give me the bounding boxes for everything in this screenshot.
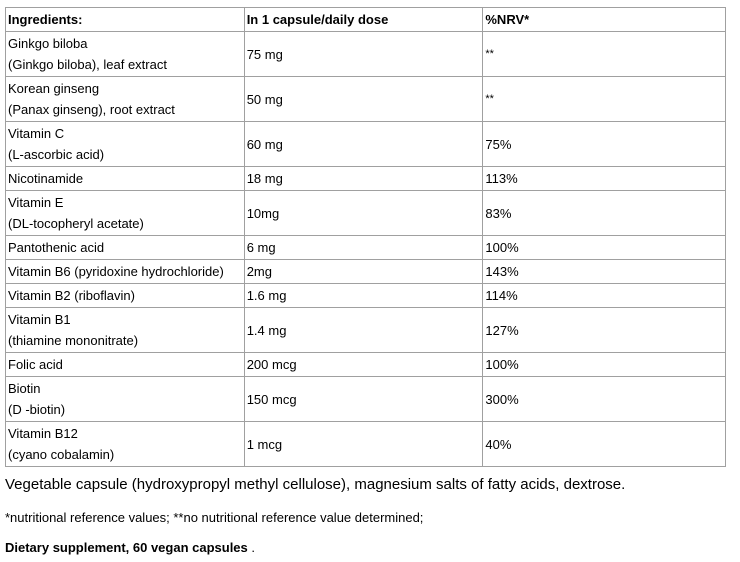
ingredient-cell [6, 377, 245, 422]
ingredient-name-line: Korean ginseng [8, 81, 100, 96]
table-row [6, 77, 726, 122]
ingredient-name-line: Pantothenic acid [8, 240, 105, 255]
ingredient-name-line: (DL-tocopheryl acetate) [8, 216, 144, 231]
nrv-cell: 143% [483, 260, 726, 284]
ingredient-name-line: (Panax ginseng), root extract [8, 102, 175, 117]
ingredient-name-line: Biotin [8, 381, 41, 396]
header-dose: In 1 capsule/daily dose [244, 8, 483, 32]
nrv-cell: ** [483, 32, 726, 77]
dose-cell: 18 mg [244, 167, 483, 191]
nrv-cell: 40% [483, 422, 726, 467]
table-row [6, 353, 726, 377]
nutrition-table [5, 7, 726, 467]
ingredient-cell [6, 236, 245, 260]
ingredient-cell [6, 284, 245, 308]
excipients-text: Vegetable capsule (hydroxypropyl methyl cellulose), magnesium salts of fatty acids, dextrose. [5, 476, 626, 493]
ingredient-cell [6, 422, 245, 467]
table-row [6, 284, 726, 308]
ingredient-name-line: (D -biotin) [8, 402, 66, 417]
ingredient-name-line: Nicotinamide [8, 171, 84, 186]
dose-cell: 50 mg [244, 77, 483, 122]
table-row [6, 377, 726, 422]
dose-cell: 75 mg [244, 32, 483, 77]
table-row [6, 191, 726, 236]
ingredient-name-line: Folic acid [8, 357, 63, 372]
dose-cell: 6 mg [244, 236, 483, 260]
dose-cell: 1.6 mg [244, 284, 483, 308]
footnote-text: *nutritional reference values; **no nutritional reference value determined; [5, 510, 424, 525]
table-row [6, 32, 726, 77]
ingredient-name-line: (L-ascorbic acid) [8, 147, 105, 162]
ingredient-name-line: (Ginkgo biloba), leaf extract [8, 57, 167, 72]
dose-cell: 10mg [244, 191, 483, 236]
ingredient-name-line: Vitamin E [8, 195, 64, 210]
dose-cell: 200 mcg [244, 353, 483, 377]
ingredient-name-line: Vitamin C [8, 126, 65, 141]
nrv-cell: 100% [483, 353, 726, 377]
ingredient-name-line: Vitamin B1 [8, 312, 71, 327]
nrv-cell: 114% [483, 284, 726, 308]
ingredient-cell [6, 191, 245, 236]
table-header-row [6, 8, 726, 32]
ingredient-cell [6, 260, 245, 284]
ingredient-name-line: (thiamine mononitrate) [8, 333, 139, 348]
nrv-cell: 113% [483, 167, 726, 191]
product-summary [5, 540, 255, 555]
nrv-cell: 83% [483, 191, 726, 236]
product-suffix: . [247, 540, 256, 555]
ingredient-name-line: (cyano cobalamin) [8, 447, 115, 462]
product-label: Dietary supplement, 60 vegan capsules [5, 540, 248, 555]
ingredient-cell [6, 353, 245, 377]
ingredient-name-line: Vitamin B2 (riboflavin) [8, 288, 135, 303]
dose-cell: 60 mg [244, 122, 483, 167]
nrv-cell: 100% [483, 236, 726, 260]
nrv-cell: 300% [483, 377, 726, 422]
table-row [6, 308, 726, 353]
ingredient-cell [6, 308, 245, 353]
ingredient-name-line: Ginkgo biloba [8, 36, 88, 51]
ingredient-cell [6, 122, 245, 167]
ingredient-cell [6, 77, 245, 122]
ingredient-cell [6, 32, 245, 77]
header-nrv: %NRV* [483, 8, 726, 32]
header-ingredients: Ingredients: [6, 8, 245, 32]
dose-cell: 2mg [244, 260, 483, 284]
table-body [6, 32, 726, 467]
ingredient-name-line: Vitamin B12 [8, 426, 78, 441]
table-row [6, 260, 726, 284]
ingredient-name-line: Vitamin B6 (pyridoxine hydrochloride) [8, 264, 224, 279]
table-row [6, 236, 726, 260]
dose-cell: 150 mcg [244, 377, 483, 422]
nrv-cell: 127% [483, 308, 726, 353]
table-row [6, 122, 726, 167]
dose-cell: 1.4 mg [244, 308, 483, 353]
ingredient-cell [6, 167, 245, 191]
nrv-cell: 75% [483, 122, 726, 167]
nrv-cell: ** [483, 77, 726, 122]
table-row [6, 422, 726, 467]
table-row [6, 167, 726, 191]
dose-cell: 1 mcg [244, 422, 483, 467]
